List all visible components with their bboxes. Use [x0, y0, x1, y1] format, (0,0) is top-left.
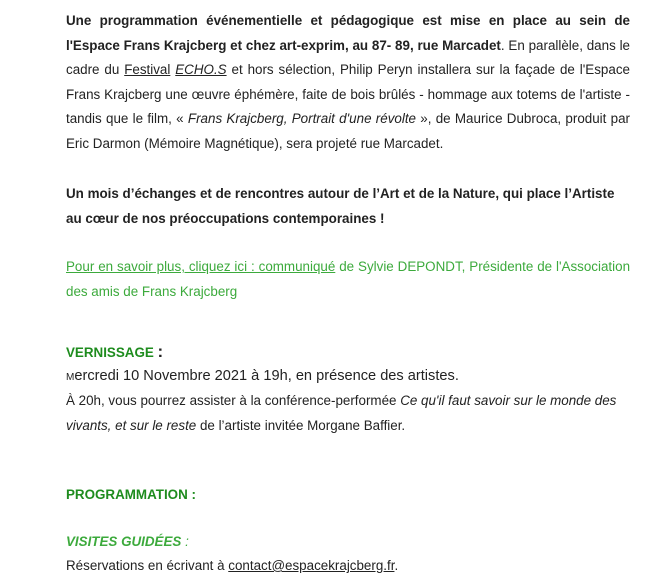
email-link[interactable]: contact@espacekrajcberg.fr — [228, 558, 395, 573]
intro-bold-text: Une programmation événementielle et pédagogique est mise en place au sein de l'Espace Frans Krajcberg et chez art-exprim, au 87- 89, rue Marcadet — [66, 13, 630, 53]
vernissage-date — [66, 364, 630, 391]
date-text: ercredi 10 Novembre 2021 à 19h, en présence des artistes. — [74, 368, 459, 384]
vernissage-colon: : — [157, 342, 164, 361]
programmation-heading: PROGRAMMATION : — [66, 487, 196, 502]
conference-text-b: de l’artiste invitée Morgane Baffier. — [196, 417, 406, 433]
intro-text-a: . En parallèle, dans le cadre du — [66, 37, 630, 77]
date-first-letter: M — [66, 372, 75, 383]
visites-colon: : — [181, 534, 189, 549]
reservation-period: . — [394, 558, 399, 573]
visites-title: VISITES GUIDÉES — [66, 534, 182, 549]
echos-link[interactable]: ECHO.S — [175, 62, 227, 77]
visites-heading — [66, 530, 630, 555]
conference-text-a: À 20h, vous pourrez assister à la conférence-performée — [66, 393, 401, 408]
conference-paragraph — [66, 389, 630, 438]
intro-text-c: », de Maurice Dubroca, produit par Eric Darmon (Mémoire Magnétique), sera projeté rue Marcadet. — [66, 111, 630, 151]
film-title: Frans Krajcberg, Portrait d'une révolte — [187, 111, 416, 126]
communique-link[interactable]: Pour en savoir plus, cliquez ici : communiqué — [66, 259, 336, 274]
reservation-text: Réservations en écrivant à — [66, 558, 229, 573]
intro-paragraph — [66, 9, 630, 156]
more-info-text: de Sylvie DEPONDT, Présidente de l'Association des amis de Frans Krajcberg — [66, 259, 631, 299]
reservation-line — [66, 554, 630, 579]
vernissage-heading — [66, 340, 630, 366]
vernissage-title: VERNISSAGE — [66, 345, 154, 360]
more-info-paragraph — [66, 255, 630, 304]
intro-text-b: et hors sélection, Philip Peryn installera sur la façade de l'Espace Frans Krajcberg une œuvre éphémère, faite de bois brûlés - hommage aux totems de l'artiste - tandis que le film, « — [66, 62, 630, 126]
conference-title: Ce qu'il faut savoir sur le monde des vivants, et sur le reste — [66, 393, 617, 433]
festival-link[interactable]: Festival — [124, 62, 171, 77]
highlight-paragraph: Un mois d’échanges et de rencontres autour de l’Art et de la Nature, qui place l’Artiste au cœur de nos préoccupations contemporaines ! — [66, 186, 615, 226]
